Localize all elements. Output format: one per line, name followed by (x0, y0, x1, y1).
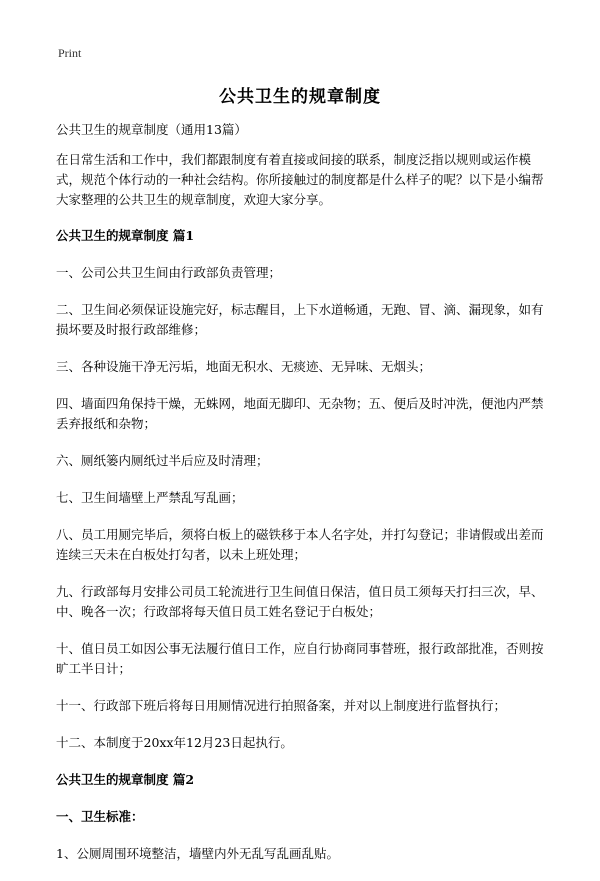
hygiene-standard-heading: 一、卫生标准： (56, 809, 144, 824)
rule-item-4: 四、墙面四角保持干燥，无蛛网，地面无脚印、无杂物；五、便后及时冲洗，便池内严禁丢弃报纸和杂物； (56, 396, 544, 431)
standard-item-1: 1、公厕周围环境整洁，墙壁内外无乱写乱画乱贴。 (56, 846, 339, 861)
section-heading-2: 公共卫生的规章制度 篇2 (56, 772, 195, 787)
rule-item-11: 十一、行政部下班后将每日用厕情况进行拍照备案，并对以上制度进行监督执行； (56, 698, 507, 713)
print-label: Print (58, 46, 82, 60)
rule-item-2: 二、卫生间必须保证设施完好，标志醒目，上下水道畅通，无跑、冒、滴、漏现象，如有损坏要及时报行政部维修； (56, 302, 544, 337)
rule-item-8: 八、员工用厕完毕后，须将白板上的磁铁移于本人名字处，并打勾登记；非请假或出差而连续三天未在白板处打勾者，以未上班处理； (56, 527, 544, 562)
rule-item-12: 十二、本制度于20xx年12月23日起执行。 (56, 735, 293, 750)
document-subtitle: 公共卫生的规章制度（通用13篇） (56, 122, 247, 137)
intro-paragraph: 在日常生活和工作中，我们都跟制度有着直接或间接的联系，制度泛指以规则或运作模式，规范个体行动的一种社会结构。你所接触过的制度都是什么样子的呢？以下是小编帮大家整理的公共卫生的规章制度，欢迎大家分享。 (56, 152, 544, 207)
rule-item-9: 九、行政部每月安排公司员工轮流进行卫生间值日保洁，值日员工须每天打扫三次，早、中、晚各一次；行政部将每天值日员工姓名登记于白板处； (56, 584, 544, 619)
rule-item-3: 三、各种设施干净无污垢，地面无积水、无痰迹、无异味、无烟头； (56, 359, 432, 374)
rule-item-10: 十、值日员工如因公事无法履行值日工作，应自行协商同事替班，报行政部批准，否则按旷工半日计； (56, 641, 544, 676)
document-content (56, 120, 550, 881)
rule-item-6: 六、厕纸篓内厕纸过半后应及时清理； (56, 453, 269, 468)
rule-item-7: 七、卫生间墙壁上严禁乱写乱画； (56, 490, 244, 505)
rule-item-1: 一、公司公共卫生间由行政部负责管理； (56, 265, 282, 280)
section-heading-1: 公共卫生的规章制度 篇1 (56, 228, 195, 243)
document-title: 公共卫生的规章制度 (219, 87, 381, 107)
